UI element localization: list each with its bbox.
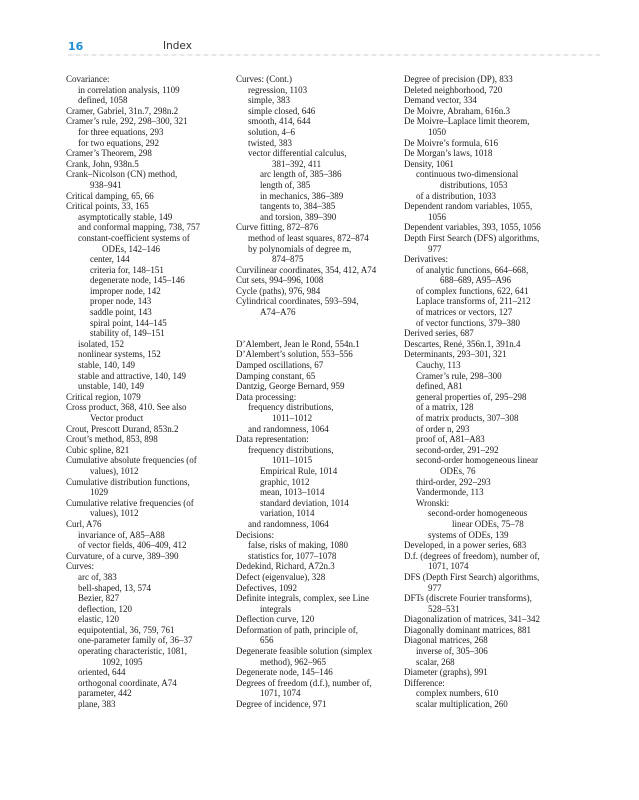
index-entry: for two equations, 292 (78, 137, 159, 148)
index-column-3 (404, 74, 574, 710)
index-entry: Descartes, René, 356n.1, 391n.4 (404, 338, 521, 349)
index-entry: orthogonal coordinate, A74 (78, 677, 177, 688)
index-spacer (236, 328, 398, 339)
page-number: 16 (68, 40, 84, 53)
index-entry: 874–875 (272, 254, 304, 265)
index-entry: DFTs (discrete Fourier transforms), (404, 593, 532, 604)
index-entry: of vector fields, 406–409, 412 (78, 540, 187, 551)
index-entry: Critical damping, 65, 66 (66, 190, 154, 201)
index-entry: Degenerate node, 145–146 (236, 667, 333, 678)
index-entry: Demand vector, 334 (404, 95, 477, 106)
index-entry: Defectives, 1092 (236, 582, 297, 593)
index-entry: A74–A76 (260, 307, 296, 318)
index-entry: Cut sets, 994–996, 1008 (236, 275, 324, 286)
index-entry: Determinants, 293–301, 321 (404, 349, 507, 360)
index-entry: invariance of, A85–A88 (78, 529, 165, 540)
index-entry: graphic, 1012 (260, 476, 310, 487)
index-entry: of complex functions, 622, 641 (416, 285, 529, 296)
index-entry: linear ODEs, 75–78 (452, 518, 524, 529)
index-entry: Decisions: (236, 529, 274, 540)
index-entry: of a matrix, 128 (416, 402, 474, 413)
index-entry: arc of, 383 (78, 571, 117, 582)
index-entry: Curl, A76 (66, 518, 102, 529)
index-entry: Vector product (90, 413, 144, 423)
index-entry: Crank, John, 938n.5 (66, 158, 139, 169)
index-entry: Diagonal matrices, 268 (404, 635, 488, 646)
index-entry: Cumulative relative frequencies (of (66, 497, 194, 508)
index-entry: Diameter (graphs), 991 (404, 667, 488, 678)
index-entry: 528–531 (428, 603, 460, 614)
index-entry: one-parameter family of, 36–37 (78, 635, 193, 646)
index-entry: D’Alembert, Jean le Rond, 554n.1 (236, 338, 360, 349)
index-entry: third-order, 292–293 (416, 476, 491, 487)
index-entry: asymptotically stable, 149 (78, 211, 173, 222)
index-entry: equipotential, 36, 759, 761 (78, 624, 175, 635)
index-column-2 (236, 74, 398, 710)
index-entry: Degree of incidence, 971 (236, 699, 327, 710)
index-entry: standard deviation, 1014 (260, 497, 349, 508)
index-entry: Cramer, Gabriel, 31n.7, 298n.2 (66, 105, 179, 116)
index-entry: systems of ODEs, 139 (428, 529, 509, 540)
index-entry: defined, A81 (416, 381, 463, 392)
index-entry: Cubic spline, 821 (66, 444, 130, 455)
index-entry: Derived series, 687 (404, 328, 474, 339)
index-entry: De Moivre, Abraham, 616n.3 (404, 105, 510, 116)
index-entry: Covariance: (66, 74, 110, 84)
index-entry: parameter, 442 (78, 688, 132, 699)
index-entry: smooth, 414, 644 (248, 116, 311, 127)
index-entry: Deflection curve, 120 (236, 614, 315, 625)
index-entry: bell-shaped, 13, 574 (78, 582, 151, 593)
index-entry: Derivatives: (404, 254, 448, 265)
index-entry: Curvilinear coordinates, 354, 412, A74 (236, 264, 377, 275)
index-entry: Wronski: (416, 497, 450, 508)
index-entry: Density, 1061 (404, 158, 454, 169)
index-entry: oriented, 644 (78, 667, 126, 678)
index-entry: D.f. (degrees of freedom), number of, (404, 550, 540, 561)
index-entry: values), 1012 (90, 508, 139, 519)
header-rule (68, 54, 600, 56)
index-entry: tangents to, 384–385 (260, 201, 336, 212)
index-entry: 977 (428, 243, 442, 254)
index-entry: Crank–Nicolson (CN) method, (66, 169, 178, 180)
index-entry: Diagonalization of matrices, 341–342 (404, 614, 540, 625)
index-entry: Bezier, 827 (78, 593, 120, 604)
index-entry: Cramer’s Theorem, 298 (66, 148, 152, 159)
index-entry: in correlation analysis, 1109 (78, 84, 180, 95)
index-entry: frequency distributions, (248, 444, 334, 455)
index-entry: constant-coefficient systems of (78, 232, 190, 243)
index-entry: operating characteristic, 1081, (78, 646, 187, 657)
index-entry: De Moivre–Laplace limit theorem, (404, 116, 530, 127)
index-entry: statistics for, 1077–1078 (248, 550, 337, 561)
index-entry: of vector functions, 379–380 (416, 317, 520, 328)
index-entry: DFS (Depth First Search) algorithms, (404, 571, 540, 582)
index-entry: unstable, 140, 149 (78, 381, 144, 392)
index-entry: inverse of, 305–306 (416, 646, 488, 657)
index-entry: of matrix products, 307–308 (416, 413, 519, 423)
index-entry: simple closed, 646 (248, 105, 316, 116)
index-entry: false, risks of making, 1080 (248, 540, 348, 551)
index-entry: Cramer’s rule, 292, 298–300, 321 (66, 116, 188, 127)
index-entry: isolated, 152 (78, 338, 124, 349)
index-entry: mean, 1013–1014 (260, 487, 325, 498)
index-entry: and torsion, 389–390 (260, 211, 337, 222)
index-entry: Vandermonde, 113 (416, 487, 484, 498)
index-entry: Dependent variables, 393, 1055, 1056 (404, 222, 541, 233)
index-entry: center, 144 (90, 254, 130, 265)
index-entry: second-order homogeneous (428, 508, 528, 519)
index-entry: Crout’s method, 853, 898 (66, 434, 158, 445)
index-entry: for three equations, 293 (78, 126, 164, 137)
index-entry: 1011–1015 (272, 455, 313, 466)
index-entry: Cramer’s rule, 298–300 (416, 370, 502, 381)
index-entry: proper node, 143 (90, 296, 152, 307)
index-entry: stable and attractive, 140, 149 (78, 370, 186, 381)
index-entry: simple, 383 (248, 95, 290, 106)
index-spacer (236, 318, 398, 329)
index-entry: Curvature, of a curve, 389–390 (66, 550, 179, 561)
running-header (40, 38, 600, 58)
index-entry: Cycle (paths), 976, 984 (236, 285, 321, 296)
index-entry: saddle point, 143 (90, 307, 152, 318)
index-entry: Cauchy, 113 (416, 360, 461, 371)
index-entry: degenerate node, 145–146 (90, 275, 185, 286)
index-entry: D’Alembert’s solution, 553–556 (236, 349, 353, 360)
index-entry: Damping constant, 65 (236, 370, 316, 381)
index-entry: stable, 140, 149 (78, 360, 135, 371)
index-entry: Curves: (66, 561, 94, 572)
index-entry: method of least squares, 872–874 (248, 232, 369, 243)
index-entry: defined, 1058 (78, 95, 128, 106)
index-entry: scalar multiplication, 260 (416, 699, 508, 710)
index-entry: solution, 4–6 (248, 126, 296, 137)
index-column-1 (66, 74, 228, 710)
index-entry: variation, 1014 (260, 508, 315, 519)
index-entry: twisted, 383 (248, 137, 292, 148)
index-entry: 977 (428, 582, 442, 593)
index-entry: Cross product, 368, 410. See also (66, 402, 187, 413)
index-entry: spiral point, 144–145 (90, 317, 167, 328)
index-entry: 656 (260, 635, 274, 646)
index-entry: 1050 (428, 126, 446, 137)
index-entry: vector differential calculus, (248, 148, 347, 159)
index-entry: frequency distributions, (248, 402, 334, 413)
index-entry: Degree of precision (DP), 833 (404, 74, 513, 84)
index-entry: 381–392, 411 (272, 158, 322, 169)
index-entry: Data representation: (236, 434, 309, 445)
index-entry: De Morgan’s laws, 1018 (404, 148, 493, 159)
index-entry: Depth First Search (DFS) algorithms, (404, 232, 540, 243)
index-entry: integrals (260, 603, 291, 614)
index-entry: 1056 (428, 211, 446, 222)
index-entry: complex numbers, 610 (416, 688, 499, 699)
index-entry: and randomness, 1064 (248, 423, 329, 434)
page-title: Index (163, 40, 192, 52)
index-entry: in mechanics, 386–389 (260, 190, 344, 201)
index-entry: Crout, Prescott Durand, 853n.2 (66, 423, 179, 434)
index-entry: 688–689, A95–A96 (440, 275, 512, 286)
index-entry: Dependent random variables, 1055, (404, 201, 533, 212)
index-entry: of matrices or vectors, 127 (416, 307, 513, 318)
index-entry: 938–941 (90, 179, 122, 190)
index-entry: De Moivre’s formula, 616 (404, 137, 498, 148)
index-entry: general properties of, 295–298 (416, 391, 527, 402)
index-entry: second-order homogeneous linear (416, 455, 538, 466)
index-entry: Degrees of freedom (d.f.), number of, (236, 677, 372, 688)
index-entry: Cylindrical coordinates, 593–594, (236, 296, 359, 307)
index-entry: stability of, 149–151 (90, 328, 165, 339)
index-entry: 1092, 1095 (102, 656, 143, 667)
index-entry: by polynomials of degree m, (248, 243, 352, 254)
index-entry: Dedekind, Richard, A72n.3 (236, 561, 335, 572)
index-entry: Damped oscillations, 67 (236, 360, 324, 371)
index-entry: Empirical Rule, 1014 (260, 465, 338, 476)
index-entry: Cumulative distribution functions, (66, 476, 190, 487)
index-entry: arc length of, 385–386 (260, 169, 342, 180)
index-entry: Deformation of path, principle of, (236, 624, 358, 635)
index-entry: Dantzig, George Bernard, 959 (236, 381, 345, 392)
index-entry: Deleted neighborhood, 720 (404, 84, 503, 95)
index-entry: Difference: (404, 677, 445, 688)
index-entry: ODEs, 76 (440, 465, 476, 476)
index-entry: proof of, A81–A83 (416, 434, 485, 445)
index-entry: Laplace transforms of, 211–212 (416, 296, 531, 307)
index-entry: and conformal mapping, 738, 757 (78, 222, 200, 233)
index-entry: ODEs, 142–146 (102, 243, 160, 254)
index-entry: 1071, 1074 (428, 561, 469, 572)
index-entry: Critical points, 33, 165 (66, 201, 149, 212)
index-entry: length of, 385 (260, 179, 311, 190)
index-entry: method), 962–965 (260, 656, 326, 667)
index-entry: plane, 383 (78, 699, 116, 710)
index-entry: scalar, 268 (416, 656, 455, 667)
index-entry: second-order, 291–292 (416, 444, 499, 455)
index-entry: 1029 (90, 487, 108, 498)
index-entry: distributions, 1053 (440, 179, 508, 190)
index-entry: Developed, in a power series, 683 (404, 540, 527, 551)
index-entry: continuous two-dimensional (416, 169, 519, 180)
index-entry: of analytic functions, 664–668, (416, 264, 529, 275)
index-entry: 1071, 1074 (260, 688, 301, 699)
index-entry: Definite integrals, complex, see Line (236, 593, 369, 604)
index-entry: and randomness, 1064 (248, 518, 329, 529)
index-entry: Curve fitting, 872–876 (236, 222, 319, 233)
index-entry: deflection, 120 (78, 603, 132, 614)
index-entry: Critical region, 1079 (66, 391, 141, 402)
index-entry: 1011–1012 (272, 413, 313, 423)
index-entry: Cumulative absolute frequencies (of (66, 455, 197, 466)
index-entry: values), 1012 (90, 465, 139, 476)
index-entry: Data processing: (236, 391, 297, 402)
index-entry: elastic, 120 (78, 614, 119, 625)
index-entry: nonlinear systems, 152 (78, 349, 161, 360)
index-entry: regression, 1103 (248, 84, 308, 95)
index-entry: improper node, 142 (90, 285, 161, 296)
index-entry: of a distribution, 1033 (416, 190, 496, 201)
index-entry: of order n, 293 (416, 423, 470, 434)
index-entry: Degenerate feasible solution (simplex (236, 646, 373, 657)
index-entry: Defect (eigenvalue), 328 (236, 571, 326, 582)
index-entry: Diagonally dominant matrices, 881 (404, 624, 531, 635)
index-entry: Curves: (Cont.) (236, 74, 292, 84)
index-entry: criteria for, 148–151 (90, 264, 164, 275)
